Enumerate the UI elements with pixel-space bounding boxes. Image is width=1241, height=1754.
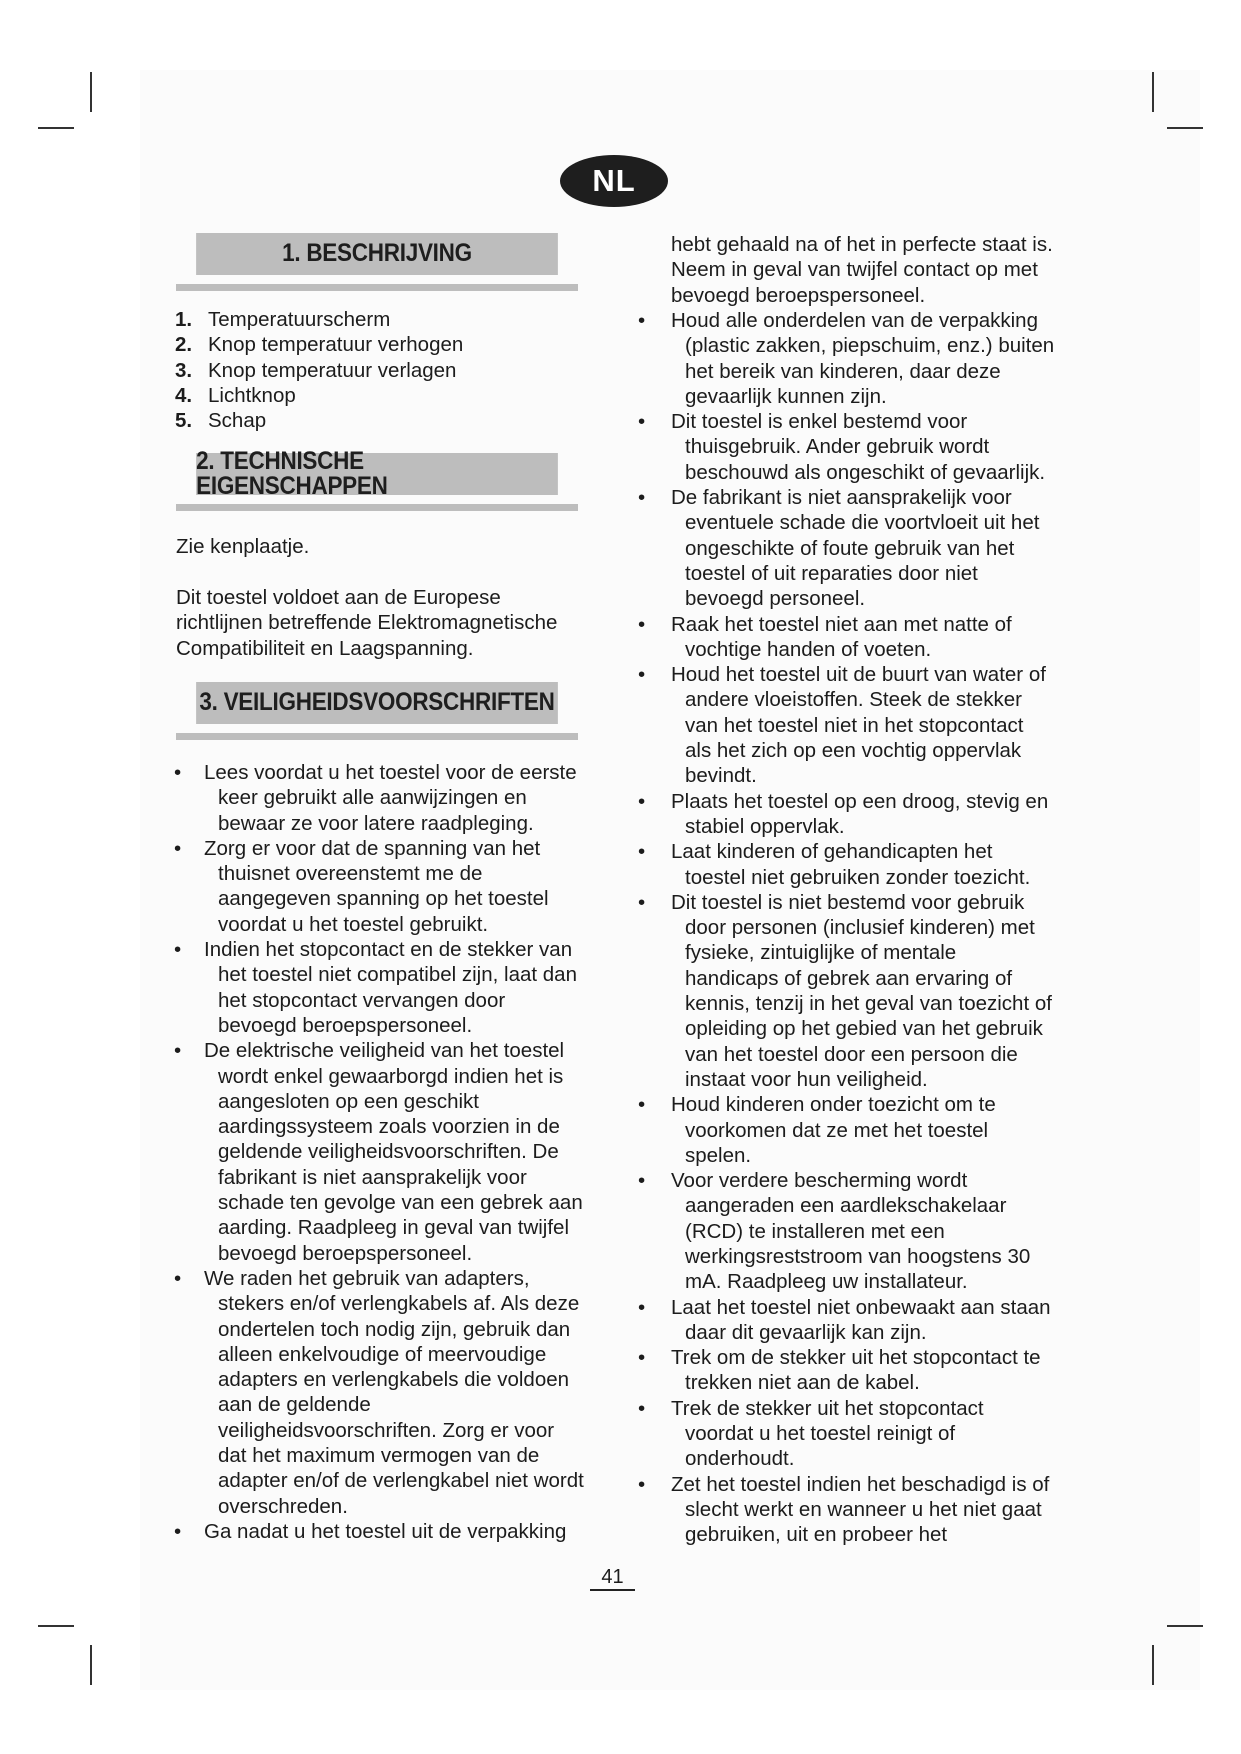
section-heading-technical <box>176 446 578 511</box>
page-number: 41 <box>590 1565 635 1591</box>
item-text: Knop temperatuur verhogen <box>208 333 464 357</box>
bullet-icon: • <box>638 663 646 687</box>
bullet-icon: • <box>174 1519 182 1543</box>
item-text: Plaats het toestel op een droog, stevig en stabiel oppervlak. <box>671 789 1049 838</box>
bullet-icon: • <box>174 836 182 860</box>
crop-mark-top-right-v <box>1152 72 1154 112</box>
item-text: Trek de stekker uit het stopcontact voordat u het toestel reinigt of onderhoudt. <box>671 1396 984 1471</box>
bullet-icon: • <box>638 1396 646 1420</box>
item-text: Raak het toestel niet aan met natte of vochtige handen of voeten. <box>671 612 1012 661</box>
bullet-icon: • <box>638 789 646 813</box>
bullet-icon: • <box>638 840 646 864</box>
item-text: Zet het toestel indien het beschadigd is of slecht werkt en wanneer u het niet gaat gebruiken, uit en probeer het <box>671 1472 1050 1547</box>
safety-list-left <box>176 760 586 1544</box>
crop-mark-top-left-h <box>38 127 74 129</box>
bullet-icon: • <box>638 1295 646 1319</box>
item-text: We raden het gebruik van adapters, stekers en/of verlengkabels af. Als deze ondertelen toch nodig zijn, gebruik dan alleen enkelvoudige of meervoudige adapters en verlengkabels die voldoen aan de geldende veiligheidsvoorschriften. Zorg er voor dat het maximum vermogen van de adapter en/of de verlengkabel niet wordt overschreden. <box>204 1266 584 1518</box>
list-item <box>175 383 463 408</box>
list-item <box>640 1396 1055 1472</box>
list-item <box>176 937 586 1038</box>
item-text: Schap <box>208 409 267 433</box>
item-text: Lichtknop <box>208 383 296 407</box>
section-divider <box>176 733 578 740</box>
item-text: Knop temperatuur verlagen <box>208 358 457 382</box>
crop-mark-bottom-right-v <box>1152 1645 1154 1685</box>
list-item <box>176 760 586 836</box>
bullet-icon: • <box>638 1093 646 1117</box>
item-text: Laat het toestel niet onbewaakt aan staan daar dit gevaarlijk kan zijn. <box>671 1295 1051 1344</box>
item-number: 2. <box>175 333 193 357</box>
list-item <box>640 789 1055 840</box>
item-text: Houd het toestel uit de buurt van water of andere vloeistoffen. Steek de stekker van het toestel niet in het stopcontact als het zich op een vochtig oppervlak bevindt. <box>671 663 1046 788</box>
crop-mark-bottom-left-h <box>38 1625 74 1627</box>
tech-paragraph-2: Dit toestel voldoet aan de Europese richtlijnen betreffende Elektromagnetische Compatibiliteit en Laagspanning. <box>176 586 558 660</box>
list-item <box>640 485 1055 611</box>
item-text: Laat kinderen of gehandicapten het toestel niet gebruiken zonder toezicht. <box>671 840 1031 889</box>
bullet-icon: • <box>638 1169 646 1193</box>
description-list <box>175 307 463 433</box>
section-title: 3. VEILIGHEIDSVOORSCHRIFTEN <box>196 682 558 724</box>
list-item <box>640 409 1055 485</box>
item-text: Dit toestel is enkel bestemd voor thuisgebruik. Ander gebruik wordt beschouwd als ongeschikt of gevaarlijk. <box>671 410 1046 484</box>
continued-paragraph: hebt gehaald na of het in perfecte staat is. Neem in geval van twijfel contact op met bevoegd beroepspersoneel. <box>671 233 1053 307</box>
list-item <box>640 612 1055 663</box>
list-item <box>176 1038 586 1266</box>
section-divider <box>176 504 578 511</box>
list-item <box>640 1345 1055 1396</box>
section-heading-safety <box>176 682 578 740</box>
item-number: 3. <box>175 358 193 382</box>
list-item <box>640 1092 1055 1168</box>
item-number: 1. <box>175 308 193 331</box>
item-text: Zorg er voor dat de spanning van het thuisnet overeenstemt me de aangegeven spanning op het toestel voordat u het toestel gebruikt. <box>204 836 549 936</box>
crop-mark-top-left-v <box>90 72 92 112</box>
language-badge: NL <box>560 155 668 207</box>
bullet-icon: • <box>638 1472 646 1496</box>
crop-mark-bottom-right-h <box>1167 1625 1203 1627</box>
bullet-icon: • <box>174 761 182 784</box>
item-text: De elektrische veiligheid van het toestel wordt enkel gewaarborgd indien het is aangesloten op een geschikt aardingssysteem zoals voorzien in de geldende veiligheidsvoorschriften. De fabrikant is niet aansprakelijk voor schade ten gevolge van een gebrek aan aarding. Raadpleeg in geval van twijfel bevoegd beroepspersoneel. <box>204 1039 583 1265</box>
list-item <box>176 1266 586 1519</box>
item-text: Houd alle onderdelen van de verpakking (plastic zakken, piepschuim, enz.) buiten het bereik van kinderen, daar deze gevaarlijk kunnen zijn. <box>671 309 1055 408</box>
crop-mark-top-right-h <box>1167 127 1203 129</box>
list-item <box>176 836 586 937</box>
list-item <box>175 332 463 357</box>
bullet-icon: • <box>638 410 646 434</box>
list-item <box>640 1168 1055 1294</box>
bullet-icon: • <box>174 1266 182 1290</box>
safety-list-right <box>640 308 1055 1548</box>
bullet-icon: • <box>638 1346 646 1370</box>
bullet-icon: • <box>638 486 646 510</box>
bullet-icon: • <box>638 890 646 914</box>
list-item <box>640 308 1055 409</box>
crop-mark-bottom-left-v <box>90 1645 92 1685</box>
section-divider <box>176 284 578 291</box>
list-item <box>176 1519 586 1544</box>
list-item <box>175 408 463 433</box>
bullet-icon: • <box>174 938 182 962</box>
item-text: Indien het stopcontact en de stekker van het toestel niet compatibel zijn, laat dan het stopcontact vervangen door bevoegd beroepspersoneel. <box>204 938 577 1037</box>
list-item <box>640 662 1055 788</box>
item-text: Ga nadat u het toestel uit de verpakking <box>204 1519 567 1543</box>
list-item <box>640 890 1055 1092</box>
list-item <box>175 358 463 383</box>
item-text: Voor verdere bescherming wordt aangeraden een aardlekschakelaar (RCD) te installeren met een werkingsreststroom van hoogstens 30 mA. Raadpleeg uw installateur. <box>671 1169 1031 1294</box>
item-text: Dit toestel is niet bestemd voor gebruik door personen (inclusief kinderen) met fysieke, zintuiglijke of mentale handicaps of gebrek aan ervaring of kennis, tenzij in het geval van toezicht of opleiding op het gebied van het gebruik van het toestel door een persoon die instaat voor hun veiligheid. <box>671 890 1052 1091</box>
list-item <box>640 1472 1055 1548</box>
bullet-icon: • <box>638 309 646 332</box>
bullet-icon: • <box>174 1039 182 1063</box>
list-item <box>640 839 1055 890</box>
list-item <box>640 1295 1055 1346</box>
item-number: 4. <box>175 383 193 407</box>
item-text: Houd kinderen onder toezicht om te voorkomen dat ze met het toestel spelen. <box>671 1093 996 1167</box>
item-text: Trek om de stekker uit het stopcontact te trekken niet aan de kabel. <box>671 1346 1041 1395</box>
bullet-icon: • <box>638 612 646 636</box>
item-text: Temperatuurscherm <box>208 308 391 331</box>
section-heading-description <box>176 233 578 291</box>
item-number: 5. <box>175 409 193 433</box>
item-text: De fabrikant is niet aansprakelijk voor eventuele schade die voortvloeit uit het ongeschikte of foute gebruik van het toestel of uit reparaties door niet bevoegd personeel. <box>671 486 1040 611</box>
section-title: 1. BESCHRIJVING <box>196 233 558 275</box>
section-title: 2. TECHNISCHE EIGENSCHAPPEN <box>196 453 558 495</box>
tech-paragraph-1: Zie kenplaatje. <box>176 535 310 558</box>
item-text: Lees voordat u het toestel voor de eerste keer gebruikt alle aanwijzingen en bewaar ze voor latere raadpleging. <box>204 761 577 835</box>
list-item <box>175 307 463 332</box>
